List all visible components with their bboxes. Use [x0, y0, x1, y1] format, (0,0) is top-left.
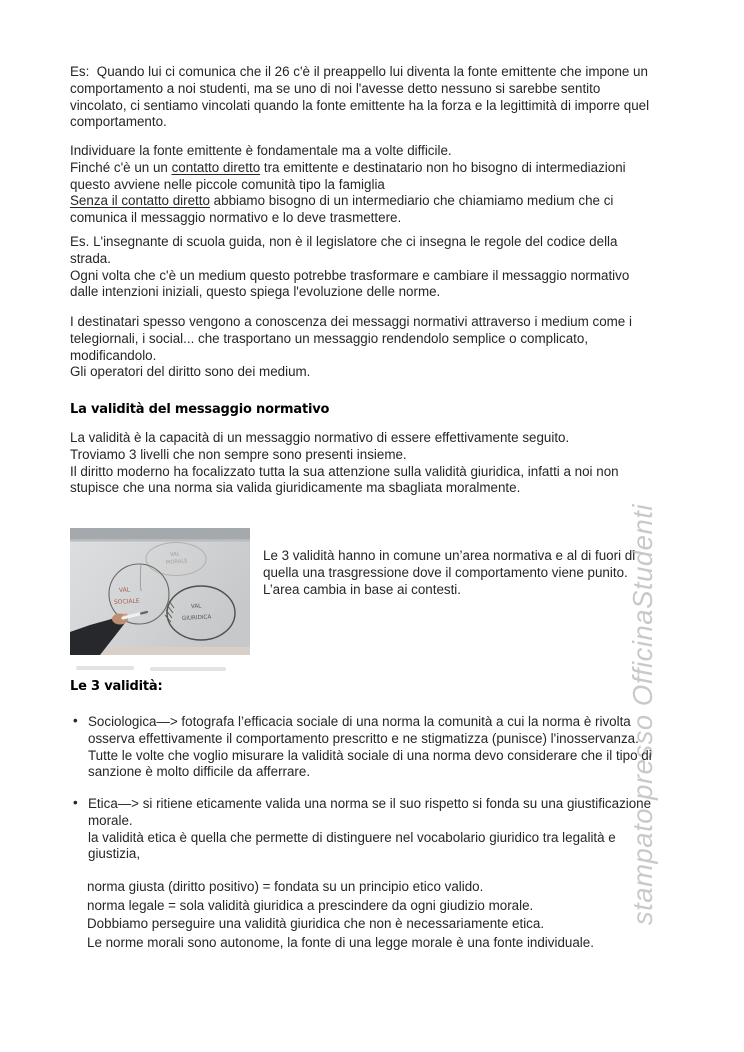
note-line: Le norme morali sono autonome, la fonte di una legge morale è una fonte individuale.: [87, 935, 594, 950]
text-line: morale.: [88, 812, 133, 828]
text-line: Sociologica—> fotografa l’efficacia sociale di una norma la comunità a cui la norma è rivolta: [88, 714, 631, 729]
paragraph: [70, 430, 690, 497]
text-line: quella una trasgressione dove il comportamento viene punito.: [263, 564, 628, 580]
board-top-edge: [70, 539, 250, 542]
bullet-item: [70, 796, 690, 863]
note-line: norma legale = sola validità giuridica a prescindere da ogni giudizio morale.: [87, 898, 534, 913]
text-line: L’area cambia in base ai contesti.: [263, 581, 462, 597]
text-line: Individuare la fonte emittente è fondamentale ma a volte difficile.: [70, 143, 452, 158]
smudge-mark: [76, 666, 134, 670]
marker-tip: [141, 612, 147, 614]
paragraph: [70, 64, 690, 131]
venn-juridical-label: GIURIDICA: [181, 614, 212, 622]
venn-social-label: SOCIALE: [113, 597, 140, 606]
text-line: telegiornali, i social... che trasportano un messaggio rendendolo semplice o complicato,: [70, 330, 589, 346]
text-line: La validità è la capacità di un messaggio normativo di essere effettivamente seguito.: [70, 430, 570, 445]
bullet-marker: •: [73, 713, 78, 728]
text-line: Es. L'insegnante di scuola guida, non è il legislatore che ci insegna le regole del codice della: [70, 234, 618, 249]
text-line: giustizia,: [88, 846, 141, 862]
underlined-text: Senza il contatto diretto: [70, 193, 210, 209]
whiteboard-photo: [70, 528, 250, 655]
text-line: strada.: [70, 250, 111, 266]
text-line: la validità etica è quella che permette di distinguere nel vocabolario giuridico tra legalità e: [88, 829, 616, 845]
text-line: vincolato, ci sentiamo vincolati quando la fonte emittente ha la forza e la legittimità di imporre quel: [70, 97, 650, 113]
paragraph: [70, 234, 690, 301]
paragraph: [70, 314, 690, 381]
watermark-text: stampato presso OfficinaStudenti: [627, 503, 658, 925]
text-line: stupisce che una norma sia valida giuridicamente ma sbagliata moralmente.: [70, 480, 521, 496]
text-line: Ogni volta che c'è un medium questo potrebbe trasformare e cambiare il messaggio normativo: [70, 267, 630, 283]
text-line: Gli operatori del diritto sono dei medium.: [70, 364, 311, 380]
section-heading: Le 3 validità:: [70, 679, 163, 694]
venn-moral-label: MORALE: [165, 558, 188, 566]
text-line: modificandolo.: [70, 347, 157, 363]
text-line: comportamento.: [70, 114, 167, 130]
venn-moral-label: VAL: [169, 551, 180, 558]
wall-strip: [70, 528, 250, 539]
text-line: I destinatari spesso vengono a conoscenza dei messaggi normativi attraverso i medium come i: [70, 314, 632, 329]
text-line: osserva effettivamente il comportamento prescritto e ne stigmatizza (punisce) l'inosservanza.: [88, 730, 639, 746]
venn-social-label: VAL: [118, 586, 131, 594]
text-line: Finché c'è un un contatto diretto tra emittente e destinatario non ho bisogno di intermediazioni: [70, 159, 626, 175]
text-line: Es: Quando lui ci comunica che il 26 c'è il preappello lui diventa la fonte emittente che impone un: [70, 64, 648, 79]
section-heading: La validità del messaggio normativo: [70, 402, 330, 417]
text-line: sanzione è molto difficile da afferrare.: [88, 764, 311, 780]
smudge-mark: [150, 667, 226, 671]
text-line: comunica il messaggio normativo e lo deve trasmettere.: [70, 210, 402, 225]
bullet-marker: •: [73, 795, 78, 810]
text-line: Troviamo 3 livelli che non sempre sono presenti insieme.: [70, 446, 407, 462]
bullet-item: [70, 714, 690, 781]
text-line: Le 3 validità hanno in comune un’area normativa e al di fuori di: [263, 548, 636, 563]
figure-caption: [263, 548, 678, 598]
text-line: Tutte le volte che voglio misurare la validità sociale di una norma devo considerare che il tipo di: [88, 747, 652, 763]
note-line: norma giusta (diritto positivo) = fondata su un principio etico valido.: [87, 879, 484, 894]
text-line: dalle intenzioni iniziali, questo spiega l'evoluzione delle norme.: [70, 284, 441, 300]
note-line: Dobbiamo perseguire una validità giuridica che non è necessariamente etica.: [87, 916, 545, 931]
text-line: Senza il contatto diretto abbiamo bisogno di un intermediario che chiamiamo medium che ci: [70, 193, 614, 209]
text-line: Il diritto moderno ha focalizzato tutta la sua attenzione sulla validità giuridica, infatti a noi non: [70, 463, 619, 479]
venn-juridical-label: VAL: [190, 603, 202, 610]
underlined-text: contatto diretto: [171, 159, 261, 175]
text-line: questo avviene nelle piccole comunità tipo la famiglia: [70, 176, 385, 192]
paragraph: [70, 143, 690, 227]
text-line: Etica—> si ritiene eticamente valida una norma se il suo rispetto si fonda su una giustificazione: [88, 796, 652, 811]
text-line: comportamento a noi studenti, ma se uno di noi l'avesse detto nessuno si sarebbe sentito: [70, 80, 601, 96]
